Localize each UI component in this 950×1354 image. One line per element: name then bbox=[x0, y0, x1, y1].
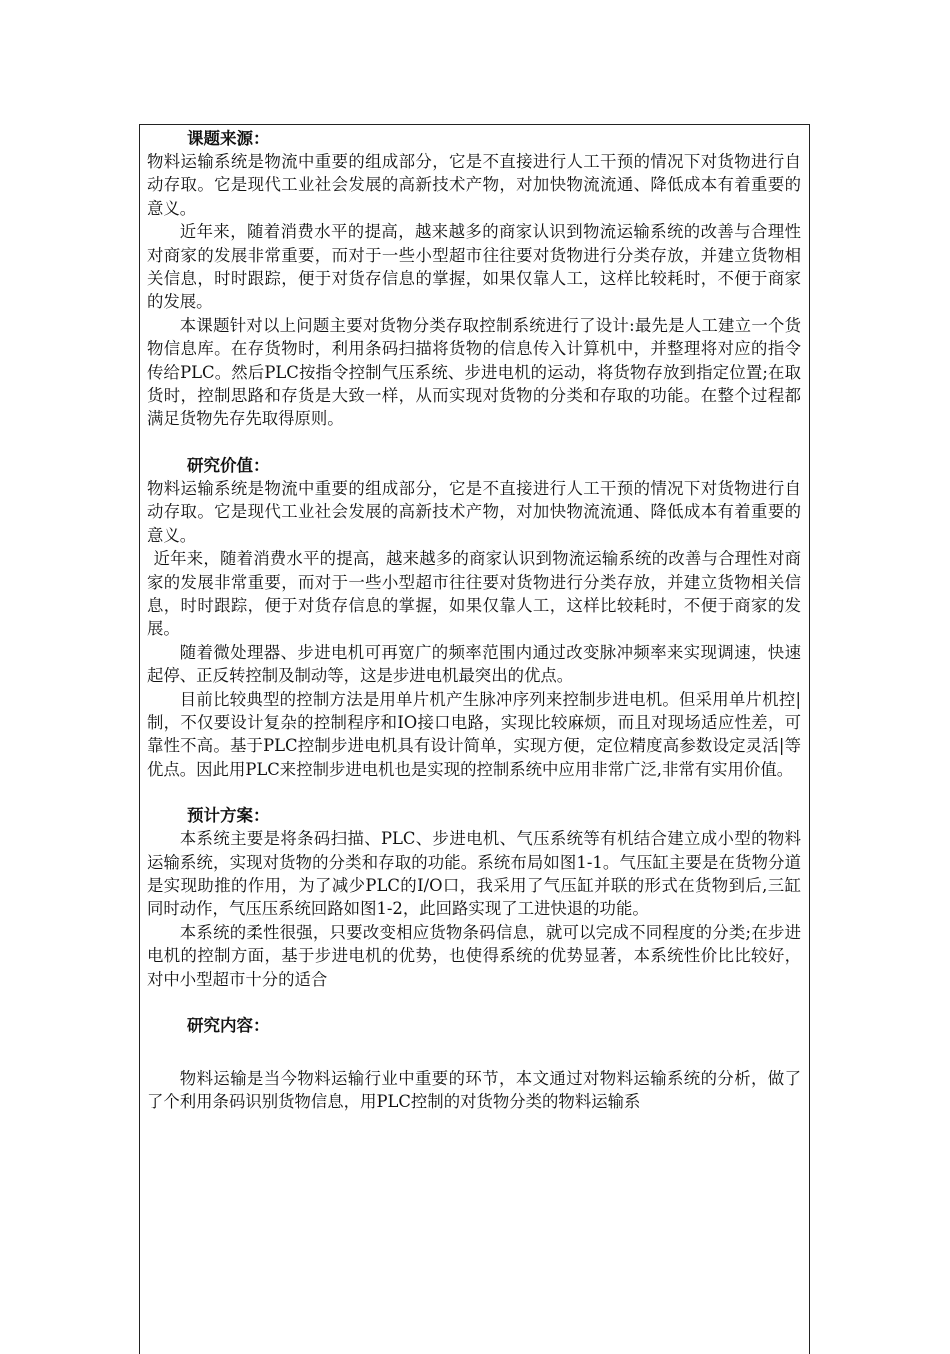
section-content bbox=[147, 1014, 801, 1114]
source-paragraph-2: 近年来，随着消费水平的提高，越来越多的商家认识到物流运输系统的改善与合理性对商家的发展非常重要，而对于一些小型超市往往要对货物进行分类存放，并建立货物相关信息，时时跟踪，便于对货存信息的掌握，如果仅靠人工，这样比较耗时，不便于商家的发展。 bbox=[147, 222, 801, 312]
value-paragraph-4: 目前比较典型的控制方法是用单片机产生脉冲序列来控制步进电机。但采用单片机控|制，不仅要设计复杂的控制程序和IO接口电路，实现比较麻烦，而且对现场适应性差，可靠性不高。基于PLC控制步进电机具有设计简单，实现方便，定位精度高参数设定灵活|等优点。因此用PLC来控制步进电机也是实现的控制系统中应用非常广泛,非常有实用价值。 bbox=[147, 689, 801, 779]
value-paragraph-1: 物料运输系统是物流中重要的组成部分，它是不直接进行人工干预的情况下对货物进行自动存取。它是现代工业社会发展的高新技术产物，对加快物流流通、降低成本有着重要的意义。 bbox=[147, 478, 801, 545]
heading-value: 研究价值： bbox=[187, 455, 270, 475]
spacer bbox=[147, 991, 801, 1014]
heading-source: 课题来源： bbox=[187, 129, 270, 148]
spacer bbox=[147, 781, 801, 804]
value-paragraph-3: 随着微处理器、步进电机可再宽广的频率范围内通过改变脉冲频率来实现调速，快速起停、正反转控制及制动等，这是步进电机最突出的优点。 bbox=[147, 642, 801, 686]
plan-paragraph-1: 本系统主要是将条码扫描、PLC、步进电机、气压系统等有机结合建立成小型的物料运输系统，实现对货物的分类和存取的功能。系统布局如图1-1。气压缸主要是在货物分道是实现助推的作用，为了减少PLC的I/O口，我采用了气压缸并联的形式在货物到后,三缸同时动作，气压压系统回路如图1-2，此回路实现了工进快退的功能。 bbox=[147, 829, 801, 919]
content-paragraph-1: 物料运输是当今物料运输行业中重要的环节，本文通过对物料运输系统的分析，做了了个利用条码识别货物信息，用PLC控制的对货物分类的物料运输系 bbox=[147, 1069, 801, 1112]
document-frame bbox=[139, 124, 810, 1354]
section-value bbox=[147, 454, 801, 781]
source-paragraph-3: 本课题针对以上问题主要对货物分类存取控制系统进行了设计:最先是人工建立一个货物信息库。在存货物时，利用条码扫描将货物的信息传入计算机中，并整理将对应的指令传给PLC。然后PLC按指令控制气压系统、步进电机的运动，将货物存放到指定位置;在取货时，控制思路和存货是大致一样，从而实现对货物的分类和存取的功能。在整个过程都满足货物先存先取得原则。 bbox=[147, 315, 801, 429]
heading-plan: 预计方案： bbox=[187, 806, 270, 826]
section-source bbox=[147, 127, 801, 431]
source-paragraph-1: 物料运输系统是物流中重要的组成部分，它是不直接进行人工干预的情况下对货物进行自动存取。它是现代工业社会发展的高新技术产物，对加快物流流通、降低成本有着重要的意义。 bbox=[147, 152, 801, 218]
spacer bbox=[147, 1037, 801, 1067]
plan-paragraph-2: 本系统的柔性很强，只要改变相应货物条码信息，就可以完成不同程度的分类;在步进电机的控制方面，基于步进电机的优势，也使得系统的优势显著，本系统性价比比较好，对中小型超市十分的适合 bbox=[147, 922, 801, 989]
section-plan bbox=[147, 804, 801, 991]
spacer bbox=[147, 431, 801, 454]
value-paragraph-2: 近年来，随着消费水平的提高，越来越多的商家认识到物流运输系统的改善与合理性对商家的发展非常重要，而对于一些小型超市往往要对货物进行分类存放，并建立货物相关信息，时时跟踪，便于对货存信息的掌握，如果仅靠人工，这样比较耗时，不便于商家的发展。 bbox=[147, 549, 801, 639]
heading-content: 研究内容： bbox=[187, 1016, 270, 1035]
